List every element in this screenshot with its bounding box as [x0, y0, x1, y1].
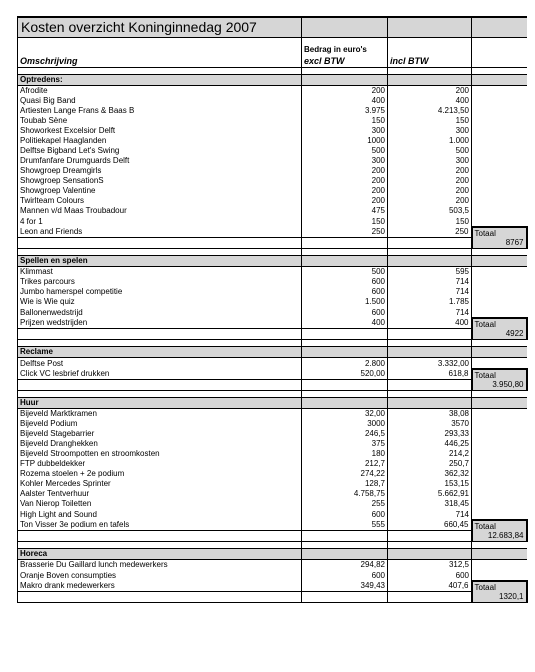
- header-omschrijving: Omschrijving: [18, 55, 302, 68]
- total-label: Totaal: [474, 320, 496, 329]
- amount-label: Bedrag in euro's: [302, 44, 388, 55]
- row-label: Bijeveld Dranghekken: [18, 439, 302, 449]
- row-excl: 555: [302, 520, 388, 531]
- row-label: Rozema stoelen + 2e podium: [18, 469, 302, 479]
- row-excl: 246,5: [302, 429, 388, 439]
- section-total: [472, 581, 527, 603]
- row-label: Artiesten Lange Frans & Baas B: [18, 106, 302, 116]
- table-row: [18, 520, 527, 531]
- total-label: Totaal: [474, 371, 496, 380]
- row-label: Bijeveld Podium: [18, 419, 302, 429]
- row-label: Drumfanfare Drumguards Delft: [18, 156, 302, 166]
- section-header: [18, 549, 527, 560]
- row-incl: 3.332,00: [388, 358, 472, 370]
- section-header: [18, 398, 527, 409]
- row-excl: 150: [302, 216, 388, 227]
- table-row: [18, 126, 527, 136]
- row-excl: 600: [302, 287, 388, 297]
- table-row: [18, 439, 527, 449]
- total-label: Totaal: [474, 583, 496, 592]
- row-excl: 500: [302, 146, 388, 156]
- section-total: [472, 520, 527, 542]
- table-row: [18, 369, 527, 380]
- section-title: Reclame: [18, 347, 302, 358]
- row-excl: 300: [302, 156, 388, 166]
- row-excl: 274,22: [302, 469, 388, 479]
- total-value: 1320,1: [499, 592, 524, 601]
- title-cell-incl: [388, 17, 472, 38]
- table-row: [18, 136, 527, 146]
- table-row: [18, 206, 527, 216]
- row-incl: 38,08: [388, 409, 472, 420]
- row-label: Afrodite: [18, 86, 302, 97]
- table-row: [18, 318, 527, 329]
- row-incl: 618,8: [388, 369, 472, 380]
- row-label: Wie is Wie quiz: [18, 297, 302, 307]
- row-incl: 4.213,50: [388, 106, 472, 116]
- row-incl: 200: [388, 196, 472, 206]
- table-row: [18, 96, 527, 106]
- row-incl: 3570: [388, 419, 472, 429]
- row-incl: 446,25: [388, 439, 472, 449]
- row-label: Showgroep Dreamgirls: [18, 166, 302, 176]
- cost-table: [17, 16, 528, 603]
- section-header: [18, 256, 527, 267]
- table-row: [18, 277, 527, 287]
- row-excl: 400: [302, 96, 388, 106]
- row-excl: 520,00: [302, 369, 388, 380]
- table-row: [18, 449, 527, 459]
- table-row: [18, 459, 527, 469]
- row-incl: 200: [388, 176, 472, 186]
- section-total: [472, 369, 527, 391]
- row-label: Brasserie Du Gaillard lunch medewerkers: [18, 560, 302, 571]
- section-title: Horeca: [18, 549, 302, 560]
- row-excl: 475: [302, 206, 388, 216]
- row-incl: 714: [388, 287, 472, 297]
- row-incl: 293,33: [388, 429, 472, 439]
- row-label: High Light and Sound: [18, 509, 302, 520]
- row-incl: 600: [388, 570, 472, 581]
- table-row: [18, 581, 527, 592]
- row-label: FTP dubbeldekker: [18, 459, 302, 469]
- row-incl: 312,5: [388, 560, 472, 571]
- row-incl: 503,5: [388, 206, 472, 216]
- row-excl: 3000: [302, 419, 388, 429]
- row-incl: 714: [388, 509, 472, 520]
- table-row: [18, 176, 527, 186]
- row-excl: 349,43: [302, 581, 388, 592]
- table-row: [18, 196, 527, 206]
- row-label: Showgroep SensationS: [18, 176, 302, 186]
- row-label: Quasi Big Band: [18, 96, 302, 106]
- sheet-title: Kosten overzicht Koninginnedag 2007: [18, 17, 302, 38]
- row-excl: 212,7: [302, 459, 388, 469]
- row-incl: 595: [388, 267, 472, 278]
- header-excl: excl BTW: [302, 55, 388, 68]
- title-cell-excl: [302, 17, 388, 38]
- row-label: Kohler Mercedes Sprinter: [18, 479, 302, 489]
- section-header: [18, 347, 527, 358]
- row-incl: 5.662,91: [388, 489, 472, 499]
- row-incl: 400: [388, 318, 472, 329]
- header-incl: incl BTW: [388, 55, 472, 68]
- row-excl: 150: [302, 116, 388, 126]
- row-excl: 128,7: [302, 479, 388, 489]
- row-excl: 200: [302, 176, 388, 186]
- row-incl: 153,15: [388, 479, 472, 489]
- row-excl: 200: [302, 196, 388, 206]
- table-row: [18, 489, 527, 499]
- row-label: Ballonenwedstrijd: [18, 307, 302, 318]
- row-incl: 500: [388, 146, 472, 156]
- table-row: [18, 479, 527, 489]
- row-excl: 255: [302, 499, 388, 509]
- row-incl: 300: [388, 156, 472, 166]
- row-incl: 660,45: [388, 520, 472, 531]
- row-label: Prijzen wedstrijden: [18, 318, 302, 329]
- row-label: Klimmast: [18, 267, 302, 278]
- row-incl: 200: [388, 86, 472, 97]
- table-row: [18, 419, 527, 429]
- row-label: Delftse Post: [18, 358, 302, 370]
- row-label: Toubab Sène: [18, 116, 302, 126]
- table-row: [18, 307, 527, 318]
- row-excl: 600: [302, 307, 388, 318]
- table-row: [18, 560, 527, 571]
- row-excl: 600: [302, 570, 388, 581]
- row-label: Ton Visser 3e podium en tafels: [18, 520, 302, 531]
- row-label: Van Nierop Toiletten: [18, 499, 302, 509]
- section-title: Optredens:: [18, 75, 302, 86]
- row-excl: 600: [302, 509, 388, 520]
- row-incl: 1.785: [388, 297, 472, 307]
- row-excl: 200: [302, 186, 388, 196]
- row-label: Aalster Tentverhuur: [18, 489, 302, 499]
- table-row: [18, 358, 527, 370]
- row-label: Mannen v/d Maas Troubadour: [18, 206, 302, 216]
- row-excl: 32,00: [302, 409, 388, 420]
- row-excl: 250: [302, 227, 388, 238]
- row-label: Showgroep Valentine: [18, 186, 302, 196]
- table-row: [18, 146, 527, 156]
- row-label: Oranje Boven consumpties: [18, 570, 302, 581]
- table-row: [18, 86, 527, 97]
- table-row: [18, 116, 527, 126]
- row-excl: 3.975: [302, 106, 388, 116]
- table-row: [18, 297, 527, 307]
- section-title: Spellen en spelen: [18, 256, 302, 267]
- row-excl: 200: [302, 86, 388, 97]
- table-row: [18, 106, 527, 116]
- row-label: Bijeveld Marktkramen: [18, 409, 302, 420]
- row-incl: 400: [388, 96, 472, 106]
- total-value: 4922: [505, 329, 524, 338]
- row-excl: 375: [302, 439, 388, 449]
- total-label: Totaal: [474, 229, 496, 238]
- table-row: [18, 287, 527, 297]
- row-excl: 300: [302, 126, 388, 136]
- row-label: Delftse Bigband Let's Swing: [18, 146, 302, 156]
- section-header: [18, 75, 527, 86]
- row-excl: 2.800: [302, 358, 388, 370]
- table-row: [18, 166, 527, 176]
- row-incl: 407,6: [388, 581, 472, 592]
- row-label: Twirlteam Colours: [18, 196, 302, 206]
- row-excl: 1000: [302, 136, 388, 146]
- row-label: Showorkest Excelsior Delft: [18, 126, 302, 136]
- section-title: Huur: [18, 398, 302, 409]
- section-total: [472, 227, 527, 249]
- row-label: Click VC lesbrief drukken: [18, 369, 302, 380]
- row-label: 4 for 1: [18, 216, 302, 227]
- row-excl: 600: [302, 277, 388, 287]
- row-incl: 1.000: [388, 136, 472, 146]
- row-incl: 300: [388, 126, 472, 136]
- row-incl: 714: [388, 277, 472, 287]
- row-excl: 200: [302, 166, 388, 176]
- table-row: [18, 267, 527, 278]
- row-excl: 1.500: [302, 297, 388, 307]
- row-incl: 250: [388, 227, 472, 238]
- row-incl: 150: [388, 216, 472, 227]
- row-incl: 714: [388, 307, 472, 318]
- row-label: Leon and Friends: [18, 227, 302, 238]
- row-incl: 200: [388, 166, 472, 176]
- table-row: [18, 186, 527, 196]
- table-row: [18, 227, 527, 238]
- title-row: [18, 17, 527, 38]
- row-excl: 400: [302, 318, 388, 329]
- row-incl: 150: [388, 116, 472, 126]
- row-excl: 4.758,75: [302, 489, 388, 499]
- amount-label-row: [18, 44, 527, 55]
- table-row: [18, 570, 527, 581]
- table-row: [18, 509, 527, 520]
- column-header-row: [18, 55, 527, 68]
- row-excl: 500: [302, 267, 388, 278]
- total-label: Totaal: [474, 522, 496, 531]
- row-label: Bijeveld Stagebarrier: [18, 429, 302, 439]
- row-incl: 214,2: [388, 449, 472, 459]
- row-label: Jumbo hamerspel competitie: [18, 287, 302, 297]
- row-incl: 318,45: [388, 499, 472, 509]
- table-row: [18, 469, 527, 479]
- table-row: [18, 156, 527, 166]
- row-label: Makro drank medewerkers: [18, 581, 302, 592]
- row-excl: 180: [302, 449, 388, 459]
- table-row: [18, 216, 527, 227]
- total-value: 3.950,80: [492, 380, 524, 389]
- table-row: [18, 499, 527, 509]
- row-label: Bijeveld Stroompotten en stroomkosten: [18, 449, 302, 459]
- table-row: [18, 409, 527, 420]
- row-incl: 362,32: [388, 469, 472, 479]
- row-incl: 250,7: [388, 459, 472, 469]
- total-value: 8767: [505, 238, 524, 247]
- table-row: [18, 429, 527, 439]
- row-label: Politiekapel Haaglanden: [18, 136, 302, 146]
- row-incl: 200: [388, 186, 472, 196]
- row-label: Trikes parcours: [18, 277, 302, 287]
- row-excl: 294,82: [302, 560, 388, 571]
- section-total: [472, 318, 527, 340]
- total-value: 12.683,84: [487, 531, 524, 540]
